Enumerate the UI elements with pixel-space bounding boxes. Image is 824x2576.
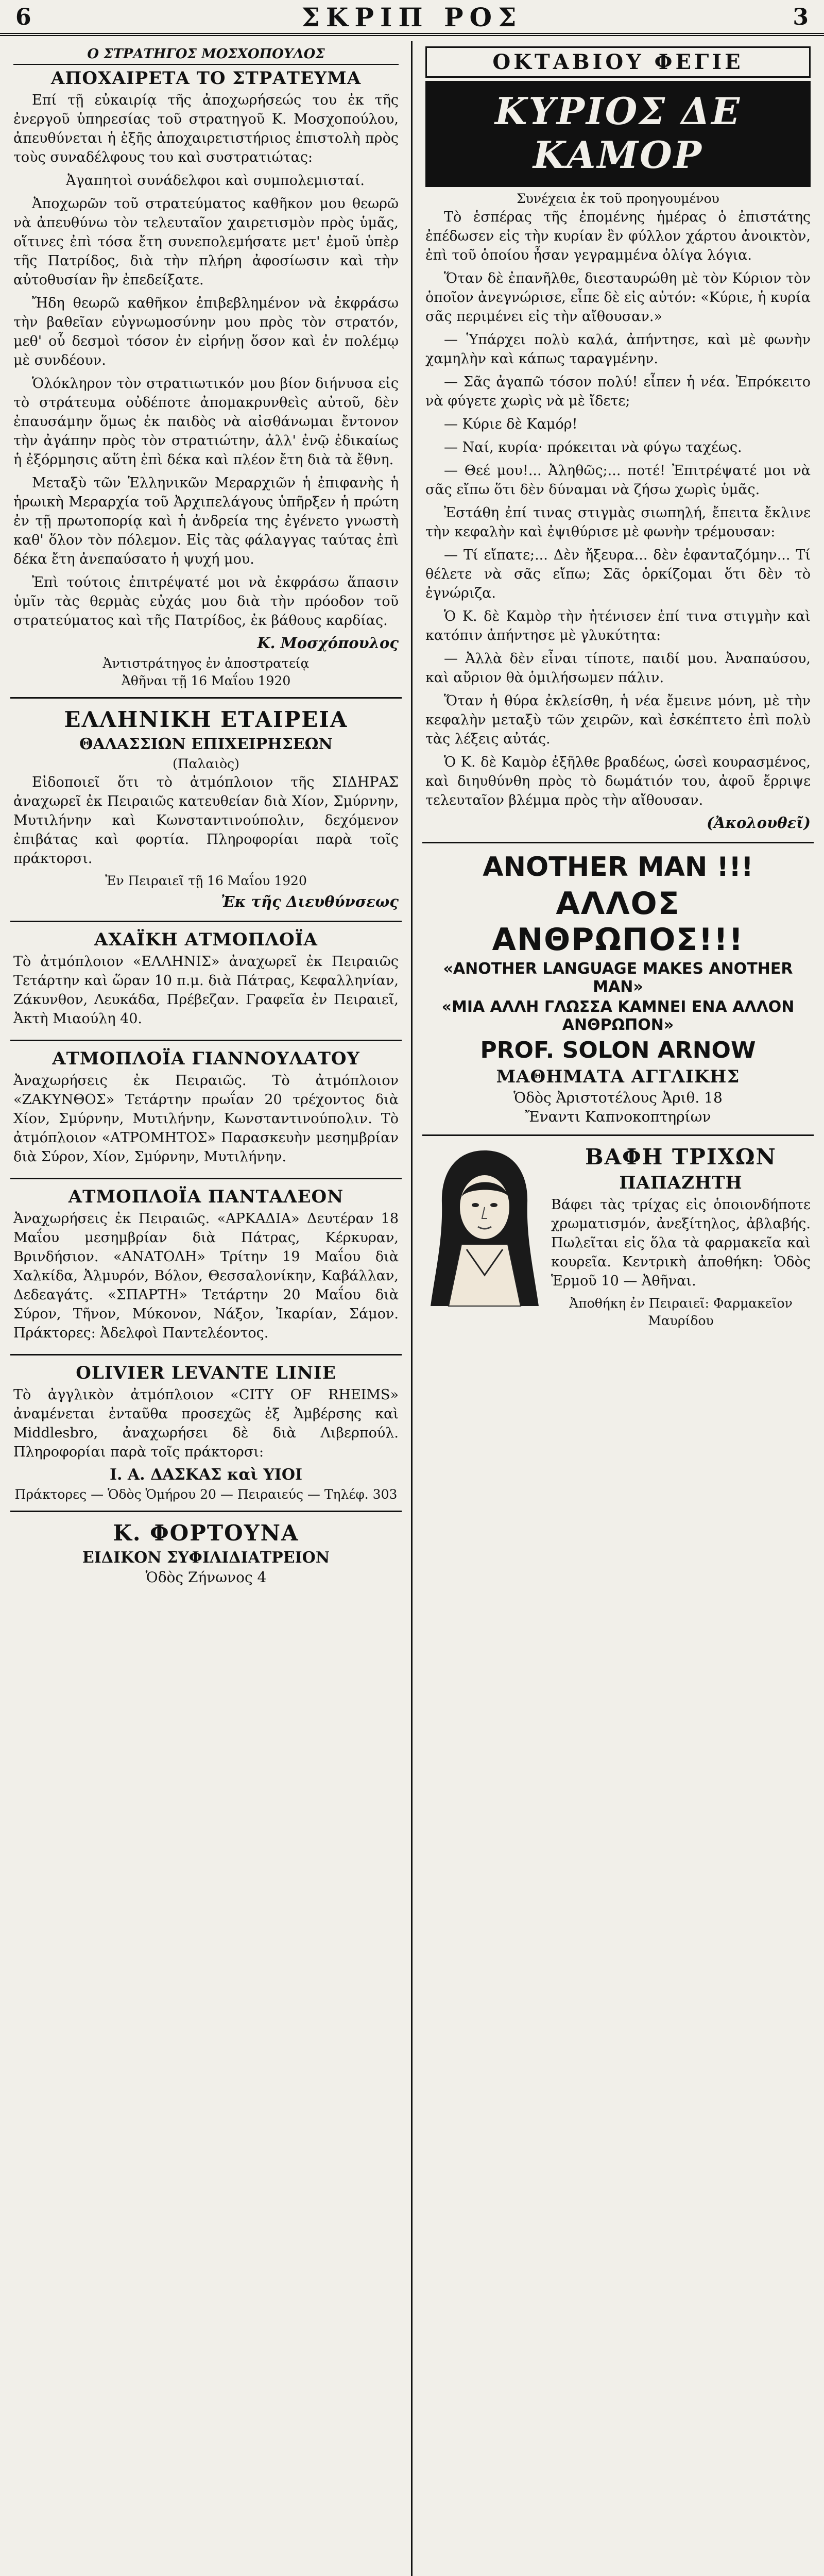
ad-professor: PROF. SOLON ARNOW: [480, 1037, 756, 1063]
ad-subtitle: ΘΑΛΑΣΣΙΩΝ ΕΠΙΧΕΙΡΗΣΕΩΝ: [79, 735, 333, 753]
serial-paragraph: — Τί εἴπατε;... Δὲν ἤξευρα... δὲν ἐφανταζόμην... Τί θέλετε νὰ σᾶς εἴπω; Σᾶς ὁρκίζομαι ὅτι δὲν τὸ ἐγνώριζα.: [425, 547, 811, 601]
ad-greek-company: [10, 699, 402, 922]
serial-paragraph: Ὁ Κ. δὲ Καμὸρ τὴν ἠτένισεν ἐπί τινα στιγμὴν καὶ κατόπιν ἀπήντησε μὲ γλυκύτητα:: [425, 608, 811, 643]
ad-text: Ἀναχωρήσεις ἐκ Πειραιῶς. Τὸ ἀτμόπλοιον «ΖΑΚΥΝΘΟΣ» Τετάρτην πρωΐαν 20 τρέχοντος διὰ Χίον, Σμύρνην, Μυτιλήνην, Κωνσταντινούπολιν. Τὸ ἀτμόπλοιον «ΑΤΡΟΜΗΤΟΣ» Παρασκευὴν μεσημβρίαν διὰ Σύρον, Χίον, Σμύρνην, Μυτιλήνην.: [13, 1073, 399, 1165]
ad-title: ΑΤΜΟΠΛΟΪΑ ΠΑΝΤΑΛΕΟΝ: [68, 1187, 344, 1207]
ad-text: Εἰδοποιεῖ ὅτι τὸ ἀτμόπλοιον τῆς ΣΙΔΗΡΑΣ ἀναχωρεῖ ἐκ Πειραιῶς κατευθείαν διὰ Χίον, Σμύρνην, Μυτιλήνην καὶ Κωνσταντινούπολιν, δεχόμενον ἐπιβάτας καὶ φορτία. Πληροφορίαι παρὰ τοῖς πράκτορσι.: [13, 774, 399, 867]
article-paragraph: Επί τῇ εὐκαιρίᾳ τῆς ἀποχωρήσεώς του ἐκ τῆς ἐνεργοῦ ὑπηρεσίας τοῦ στρατηγοῦ Κ. Μοσχοπούλου, ἀπευθύνεται ἡ ἑξῆς ἀποχαιρετιστήριος ἐπιστολὴ πρὸς τοὺς συναδέλφους του καὶ συστρατιώτας:: [13, 92, 399, 165]
serial-paragraph: Ὅταν δὲ ἐπανῆλθε, διεσταυρώθη μὲ τὸν Κύριον τὸν ὁποῖον ἀνεγνώρισε, εἶπε δὲ εἰς αὐτόν: «Κύριε, ἡ κυρία σᾶς περιμένει εἰς τὴν αἴθουσαν.»: [425, 270, 811, 325]
ad-title: ΒΑΦΗ ΤΡΙΧΩΝ: [585, 1144, 777, 1170]
ad-address: Ὁδὸς Ζήνωνος 4: [145, 1569, 267, 1586]
ad-another-man: [422, 843, 814, 1136]
masthead-title: ΣΚΡΙΠ ΡΟΣ: [301, 2, 523, 32]
ad-date: Ἐν Πειραιεῖ τῇ 16 Μαΐου 1920: [105, 873, 307, 888]
serial-paragraph: — Κύριε δὲ Καμόρ!: [444, 416, 578, 432]
serial-paragraph: — Ὑπάρχει πολὺ καλά, ἀπήντησε, καὶ μὲ φωνὴν χαμηλὴν καὶ κάπως ταραγμένην.: [425, 332, 811, 367]
serial-paragraph: — Ναί, κυρία· πρόκειται νὰ φύγω ταχέως.: [444, 439, 742, 455]
serial-paragraph: — Θεέ μου!... Ἀληθῶς;... ποτέ! Ἐπιτρέψατέ μοι νὰ σᾶς εἴπω ὅτι δὲν δύναμαι νὰ ζήσω χωρὶς ὑμᾶς.: [425, 463, 811, 498]
article-headline: ΑΠΟΧΑΙΡΕΤΑ ΤΟ ΣΤΡΑΤΕΥΜΑ: [50, 68, 362, 89]
woman-portrait-icon: [425, 1141, 544, 1311]
ad-olivier: [10, 1355, 402, 1512]
ad-title-english: ANOTHER MAN !!!: [483, 852, 753, 883]
ad-pantaleon: [10, 1179, 402, 1355]
ad-address: Ὁδὸς Ἀριστοτέλους Ἀριθ. 18: [513, 1089, 723, 1106]
article-moschopoulos: [10, 41, 402, 699]
ad-depot: Ἀποθήκη ἐν Πειραιεῖ: Φαρμακεῖον Μαυρίδου: [569, 1296, 793, 1328]
hair-ad-text-block: [551, 1141, 811, 1330]
article-paragraph: Ἤδη θεωρῶ καθῆκον ἐπιβεβλημένον νὰ ἐκφράσω τὴν βαθεῖαν εὐγνωμοσύνην μου πρὸς τὸν στρατόν, μεθ' οὗ δεσμοὶ τόσον ἐν εἰρήνῃ ὅσον καὶ ἐν πολέμῳ μὲ συνδέουν.: [13, 295, 399, 368]
article-paragraph: Ἀγαπητοὶ συνάδελφοι καὶ συμπολεμισταί.: [66, 173, 365, 189]
ad-sign: Ἐκ τῆς Διευθύνσεως: [221, 893, 399, 910]
ad-hair-dye: [422, 1136, 814, 1337]
ad-address-2: Ἔναντι Καπνοκοπτηρίων: [525, 1108, 711, 1125]
ad-title-greek: ΑΛΛΟΣ ΑΝΘΡΩΠΟΣ!!!: [492, 886, 744, 958]
serial-story: [422, 41, 814, 843]
serial-paragraph: Τὸ ἑσπέρας τῆς ἑπομένης ἡμέρας ὁ ἐπιστάτης ἐπέδωσεν εἰς τὴν κυρίαν ἓν φύλλον χάρτου ἀνοικτὸν, ἐπὶ τοῦ ὁποίου ἦσαν γεγραμμένα ὀλίγα λόγια.: [425, 209, 811, 263]
ad-giannoulatos: [10, 1041, 402, 1179]
ad-title: ΑΧΑΪΚΗ ΑΤΜΟΠΛΟΪΑ: [94, 929, 318, 950]
right-column: [422, 41, 814, 2576]
ad-title: OLIVIER LEVANTE LINIE: [76, 1363, 336, 1383]
serial-paragraph: — Σᾶς ἀγαπῶ τόσον πολύ! εἶπεν ἡ νέα. Ἐπρόκειτο νὰ φύγετε χωρὶς νὰ μὲ ἴδετε;: [425, 374, 811, 409]
ad-slogan-english: «ANOTHER LANGUAGE MAKES ANOTHER MAN»: [443, 960, 793, 996]
page-header: [0, 0, 824, 36]
ad-fortouna: [10, 1512, 402, 1595]
ad-text: Τὸ ἀγγλικὸν ἀτμόπλοιον «CITY OF RHEIMS» ἀναμένεται ἐνταῦθα προσεχῶς ἐξ Ἀμβέρσης καὶ Middlesbro, ἀναχωρήσει δὲ διὰ Λιβερπούλ. Πληροφορίαι παρὰ τοῖς πράκτορσι:: [13, 1387, 399, 1460]
signature-role: Ἀντιστράτηγος ἐν ἀποστρατείᾳ: [102, 656, 310, 671]
ad-note: (Παλαιὸς): [173, 756, 239, 771]
ad-agents: Ι. Α. ΔΑΣΚΑΣ καὶ ΥΙΟΙ: [109, 1466, 302, 1484]
serial-paragraph: Ὅταν ἡ θύρα ἐκλείσθη, ἡ νέα ἔμεινε μόνη, μὲ τὴν κεφαλὴν μεταξὺ τῶν χειρῶν, καὶ ἐσκέπτετο ἐπὶ πολὺ τὰς λέξεις αὐτάς.: [425, 693, 811, 747]
ad-lessons: ΜΑΘΗΜΑΤΑ ΑΓΓΛΙΚΗΣ: [496, 1066, 740, 1087]
ad-text: Ἀναχωρήσεις ἐκ Πειραιῶς. «ΑΡΚΑΔΙΑ» Δευτέραν 18 Μαΐου μεσημβρίαν διὰ Πάτρας, Κέρκυραν, Βρινδήσιον. «ΑΝΑΤΟΛΗ» Τρίτην 19 Μαΐου διὰ Χαλκίδα, Ἀλμυρόν, Βόλον, Θεσσαλονίκην, Καβάλλαν, Δεδεαγάτς. «ΣΠΑΡΤΗ» Τετάρτην 20 Μαΐου διὰ Σύρον, Τῆνον, Μύκονον, Νάξον, Ἰκαρίαν, Σάμον. Πράκτορες: Ἀδελφοὶ Παντελέοντος.: [13, 1211, 399, 1341]
ad-text: Βάφει τὰς τρίχας εἰς ὁποιονδήποτε χρωματισμόν, ἀνεξίτηλος, ἀβλαβής. Πωλεῖται εἰς ὅλα τὰ φαρμακεῖα καὶ κουρεῖα. Κεντρικὴ ἀποθήκη: Ὁδὸς Ἑρμοῦ 10 — Ἀθῆναι.: [551, 1197, 811, 1289]
page-number-left: 6: [15, 4, 31, 30]
article-paragraph: Ἀποχωρῶν τοῦ στρατεύματος καθῆκον μου θεωρῶ νὰ ἀπευθύνω τὸν τελευταῖον χαιρετισμὸν πρὸς ὑμᾶς, οἵτινες ἐπὶ τόσα ἔτη συνεπολεμήσατε μετ' ἐμοῦ ὑπὲρ τῆς Πατρίδος, διὰ τὴν πλήρη ἀφοσίωσιν καὶ τὴν αὐτοθυσίαν ἣν ἐπεδείξατε.: [13, 196, 399, 288]
ad-brand: ΠΑΠΑΖΗΤΗ: [619, 1173, 743, 1193]
ad-agents-note: Πράκτορες — Ὁδὸς Ὁμήρου 20 — Πειραιεύς — Τηλέφ. 303: [14, 1487, 398, 1502]
serial-banner: ΚΥΡΙΟΣ ΔΕ ΚΑΜΟΡ: [425, 81, 811, 187]
serial-paragraph: Ἐστάθη ἐπί τινας στιγμὰς σιωπηλή, ἔπειτα ἔκλινε τὴν κεφαλὴν καὶ ἐψιθύρισε μὲ φωνὴν τρέμουσαν:: [425, 505, 811, 540]
signature-date: Ἀθῆναι τῇ 16 Μαΐου 1920: [121, 673, 291, 688]
ad-subtitle: ΕΙΔΙΚΟΝ ΣΥΦΙΛΙΔΙΑΤΡΕΙΟΝ: [82, 1549, 330, 1567]
article-signature: Κ. Μοσχόπουλος: [257, 634, 399, 652]
ad-achaiki: [10, 922, 402, 1041]
ad-text: Τὸ ἀτμόπλοιον «ΕΛΛΗΝΙΣ» ἀναχωρεῖ ἐκ Πειραιῶς Τετάρτην καὶ ὥραν 10 π.μ. διὰ Πάτρας, Κεφαλληνίαν, Ζάκυνθον, Λευκάδα, Πρέβεζαν. Γραφεῖα ἐν Πειραιεῖ, Ἀκτὴ Μιαούλη 40.: [13, 954, 399, 1027]
article-paragraph: Μεταξὺ τῶν Ἑλληνικῶν Μεραρχιῶν ἡ ἐπιφανὴς ἡ ἡρωικὴ Μεραρχία τοῦ Ἀρχιπελάγους ὑπῆρξεν ἡ πρώτη ἐν τῇ πρωτοπορίᾳ καὶ ἡ ἀνδρεία της ἐγένετο γνωστὴ καθ' ὅλον τὸν πόλεμον. Εἰς τὰς φάλαγγας ταύτας ἐπὶ δέκα ἔτη ἀνεπαύσατο ἡ ψυχή μου.: [13, 475, 399, 567]
ad-title: ΑΤΜΟΠΛΟΪΑ ΓΙΑΝΝΟΥΛΑΤΟΥ: [52, 1048, 360, 1069]
article-paragraph: Ὁλόκληρον τὸν στρατιωτικόν μου βίον διήνυσα εἰς τὸ στράτευμα οὐδέποτε ἀπομακρυνθεὶς αὐτοῦ, δὲν ἐπαυσάμην ὅμως ἐκ παιδὸς νὰ αἰσθάνωμαι ἔντονον τὴν ἀγάπην πρὸς τὸν στρατιώτην, ἀλλ' ἐνῷ ἐδικαίως ἡ ἐξόρμησις αὕτη ἐπὶ δέκα καὶ πλέον ἔτη διὰ τὰ ἔθνη.: [13, 376, 399, 468]
serial-author: ΟΚΤΑΒΙΟΥ ΦΕΓΙΕ: [425, 46, 811, 78]
column-divider: [411, 41, 413, 2576]
serial-paragraph: Ὁ Κ. δὲ Καμὸρ ἐξῆλθε βραδέως, ὡσεὶ κουρασμένος, καὶ διηυθύνθη πρὸς τὸ δωμάτιόν του, ἀφοῦ ἔρριψε τελευταῖον βλέμμα πρὸς τὴν αἴθουσαν.: [425, 754, 811, 808]
serial-continued: (Ἀκολουθεῖ): [707, 814, 811, 832]
left-column: [10, 41, 402, 2576]
serial-paragraph: — Ἀλλὰ δὲν εἶναι τίποτε, παιδί μου. Ἀναπαύσου, καὶ αὔριον θὰ ὁμιλήσωμεν πάλιν.: [425, 651, 811, 686]
article-paragraph: Ἐπὶ τούτοις ἐπιτρέψατέ μοι νὰ ἐκφράσω ἅπασιν ὑμῖν τὰς θερμὰς εὐχάς μου διὰ τὴν πρόοδον τοῦ στρατεύματος καὶ τῆς Πατρίδος, ἐκ βάθους καρδίας.: [13, 574, 399, 629]
article-section-label: Ο ΣΤΡΑΤΗΓΟΣ ΜΟΣΧΟΠΟΥΛΟΣ: [13, 46, 399, 65]
page-number-right: 3: [793, 4, 809, 30]
ad-slogan-greek: «ΜΙΑ ΑΛΛΗ ΓΛΩΣΣΑ ΚΑΜΝΕΙ ΕΝΑ ΑΛΛΟΝ ΑΝΘΡΩΠΟΝ»: [441, 998, 795, 1034]
hair-ad-layout: [425, 1141, 811, 1330]
ad-title: Κ. ΦΟΡΤΟΥΝΑ: [113, 1520, 299, 1546]
ad-title: ΕΛΛΗΝΙΚΗ ΕΤΑΙΡΕΙΑ: [64, 707, 348, 732]
serial-chapter: Συνέχεια ἐκ τοῦ προηγουμένου: [517, 191, 719, 206]
